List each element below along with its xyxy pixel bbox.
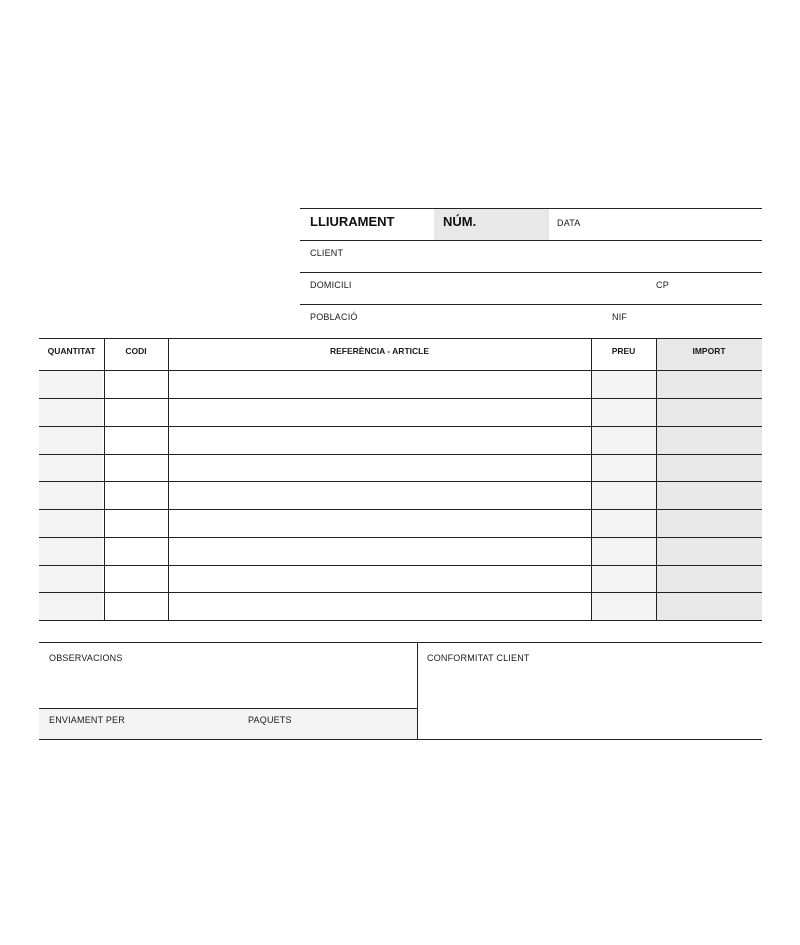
- table-row[interactable]: [39, 482, 762, 509]
- packages-label: PAQUETS: [248, 715, 292, 725]
- table-row[interactable]: [39, 371, 762, 398]
- table-row[interactable]: [39, 399, 762, 426]
- column-header-quantity: QUANTITAT: [47, 346, 96, 356]
- table-row[interactable]: [39, 455, 762, 481]
- header-rule-2: [300, 272, 762, 273]
- client-field[interactable]: [350, 242, 760, 270]
- client-approval-field[interactable]: [419, 666, 761, 738]
- postcode-field[interactable]: [672, 274, 760, 302]
- column-header-price: PREU: [611, 346, 636, 356]
- table-top-rule: [39, 338, 762, 339]
- table-bottom-rule: [39, 620, 762, 621]
- table-row[interactable]: [39, 593, 762, 620]
- number-label: NÚM.: [443, 214, 477, 229]
- footer-bottom-rule: [39, 739, 762, 740]
- address-label: DOMICILI: [310, 280, 352, 290]
- observations-label: OBSERVACIONS: [49, 653, 123, 663]
- table-row[interactable]: [39, 510, 762, 537]
- date-label: DATA: [557, 218, 581, 228]
- tax-id-label: NIF: [612, 312, 628, 322]
- footer-top-rule: [39, 642, 762, 643]
- column-header-reference: REFERÈNCIA - ARTICLE: [329, 346, 429, 356]
- tax-id-field[interactable]: [630, 306, 760, 334]
- table-row[interactable]: [39, 566, 762, 592]
- town-label: POBLACIÓ: [310, 312, 358, 322]
- header-rule-1: [300, 240, 762, 241]
- table-row[interactable]: [39, 538, 762, 565]
- footer-divider: [417, 642, 418, 740]
- shipping-label: ENVIAMENT PER: [49, 715, 125, 725]
- town-field[interactable]: [360, 306, 605, 334]
- footer-mid-rule: [39, 708, 417, 709]
- observations-field[interactable]: [40, 666, 416, 706]
- header-rule-3: [300, 304, 762, 305]
- packages-field[interactable]: [292, 710, 416, 738]
- column-header-code: CODI: [125, 346, 147, 356]
- column-header-amount: IMPORT: [692, 346, 726, 356]
- client-label: CLIENT: [310, 248, 344, 258]
- client-approval-label: CONFORMITAT CLIENT: [427, 653, 530, 663]
- table-row[interactable]: [39, 427, 762, 454]
- number-field[interactable]: [480, 210, 546, 238]
- address-field[interactable]: [355, 274, 645, 302]
- form-title: LLIURAMENT: [310, 214, 395, 229]
- shipping-field[interactable]: [120, 710, 240, 738]
- postcode-label: CP: [656, 280, 669, 290]
- date-field[interactable]: [590, 210, 760, 238]
